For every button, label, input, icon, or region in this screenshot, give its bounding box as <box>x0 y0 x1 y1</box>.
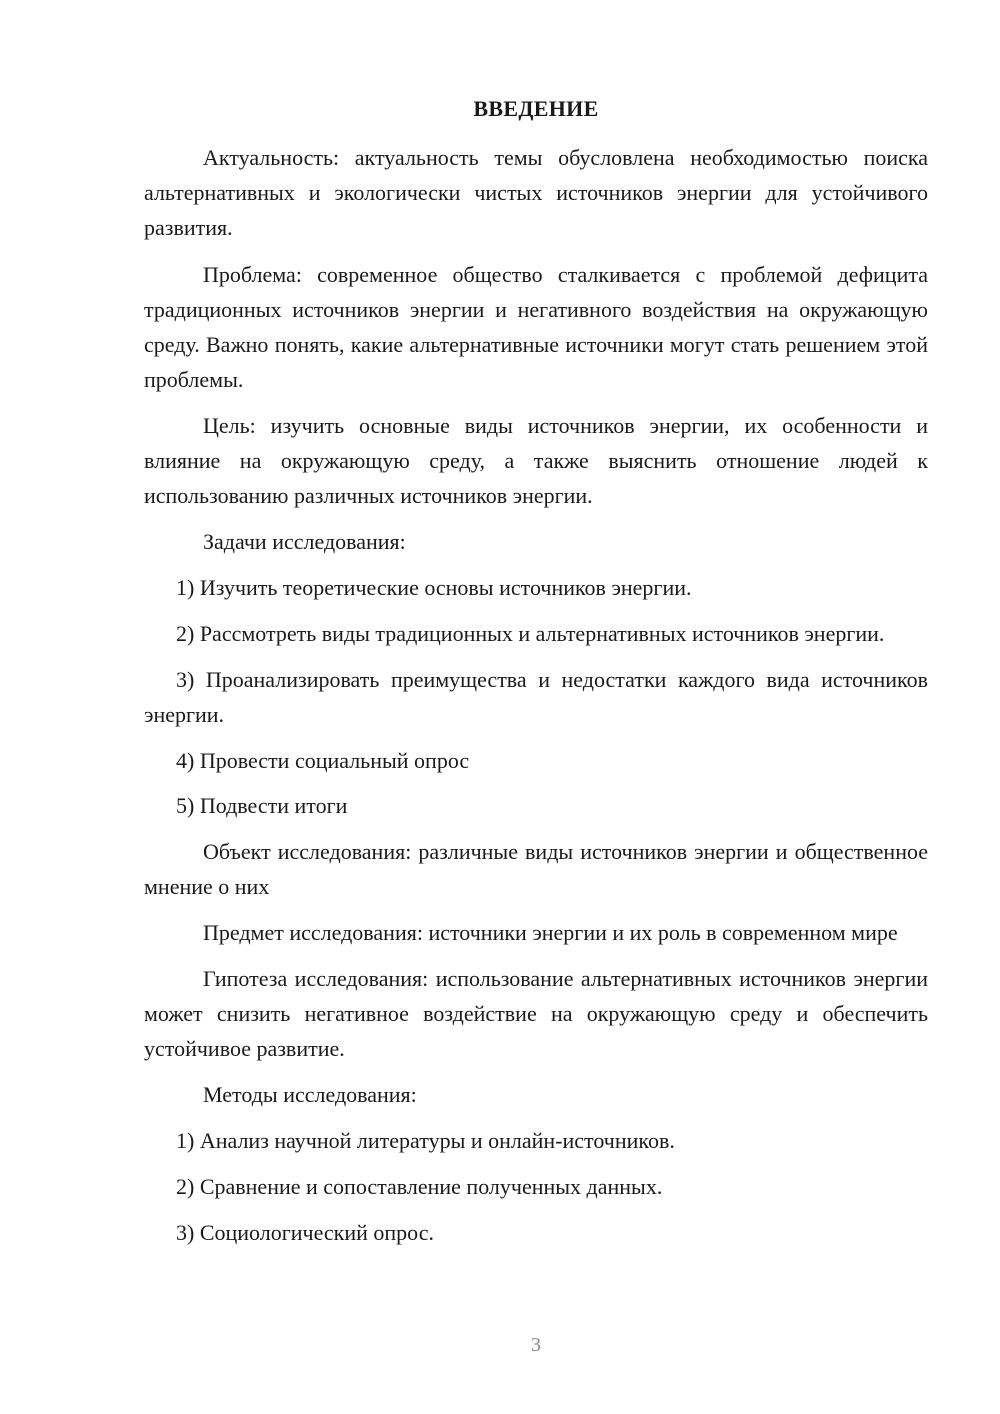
paragraph-goal: Цель: изучить основные виды источников энергии, их особенности и влияние на окружающую среду, а также выяснить отношение людей к использованию различных источников энергии. <box>144 413 928 508</box>
list-item-task-2: 2) Рассмотреть виды традиционных и альтернативных источников энергии. <box>176 621 885 646</box>
paragraph-methods-heading: Методы исследования: <box>203 1082 417 1107</box>
list-item-task-3: 3) Проанализировать преимущества и недостатки каждого вида источников энергии. <box>144 667 928 727</box>
page-number: 3 <box>531 1334 541 1356</box>
list-item-method-1: 1) Анализ научной литературы и онлайн-источников. <box>176 1128 675 1153</box>
paragraph-subject: Предмет исследования: источники энергии и их роль в современном мире <box>203 920 898 945</box>
paragraph-hypothesis: Гипотеза исследования: использование альтернативных источников энергии может снизить негативное воздействие на окружающую среду и обеспечить устойчивое развитие. <box>144 966 928 1061</box>
paragraph-tasks-heading: Задачи исследования: <box>203 529 406 554</box>
paragraph-problem: Проблема: современное общество сталкивается с проблемой дефицита традиционных источников энергии и негативного воздействия на окружающую среду. Важно понять, какие альтернативные источники могут стать решением этой проблемы. <box>144 262 928 392</box>
list-item-task-5: 5) Подвести итоги <box>176 793 348 818</box>
document-body <box>144 140 928 1250</box>
list-item-method-2: 2) Сравнение и сопоставление полученных данных. <box>176 1174 663 1199</box>
paragraph-object: Объект исследования: различные виды источников энергии и общественное мнение о них <box>144 839 928 899</box>
list-item-task-4: 4) Провести социальный опрос <box>176 748 470 773</box>
list-item-method-3: 3) Социологический опрос. <box>176 1220 434 1245</box>
list-item-task-1: 1) Изучить теоретические основы источников энергии. <box>176 575 692 600</box>
paragraph-relevance: Актуальность: актуальность темы обусловлена необходимостью поиска альтернативных и экологически чистых источников энергии для устойчивого развития. <box>144 145 928 240</box>
page-title: ВВЕДЕНИЕ <box>473 96 599 121</box>
